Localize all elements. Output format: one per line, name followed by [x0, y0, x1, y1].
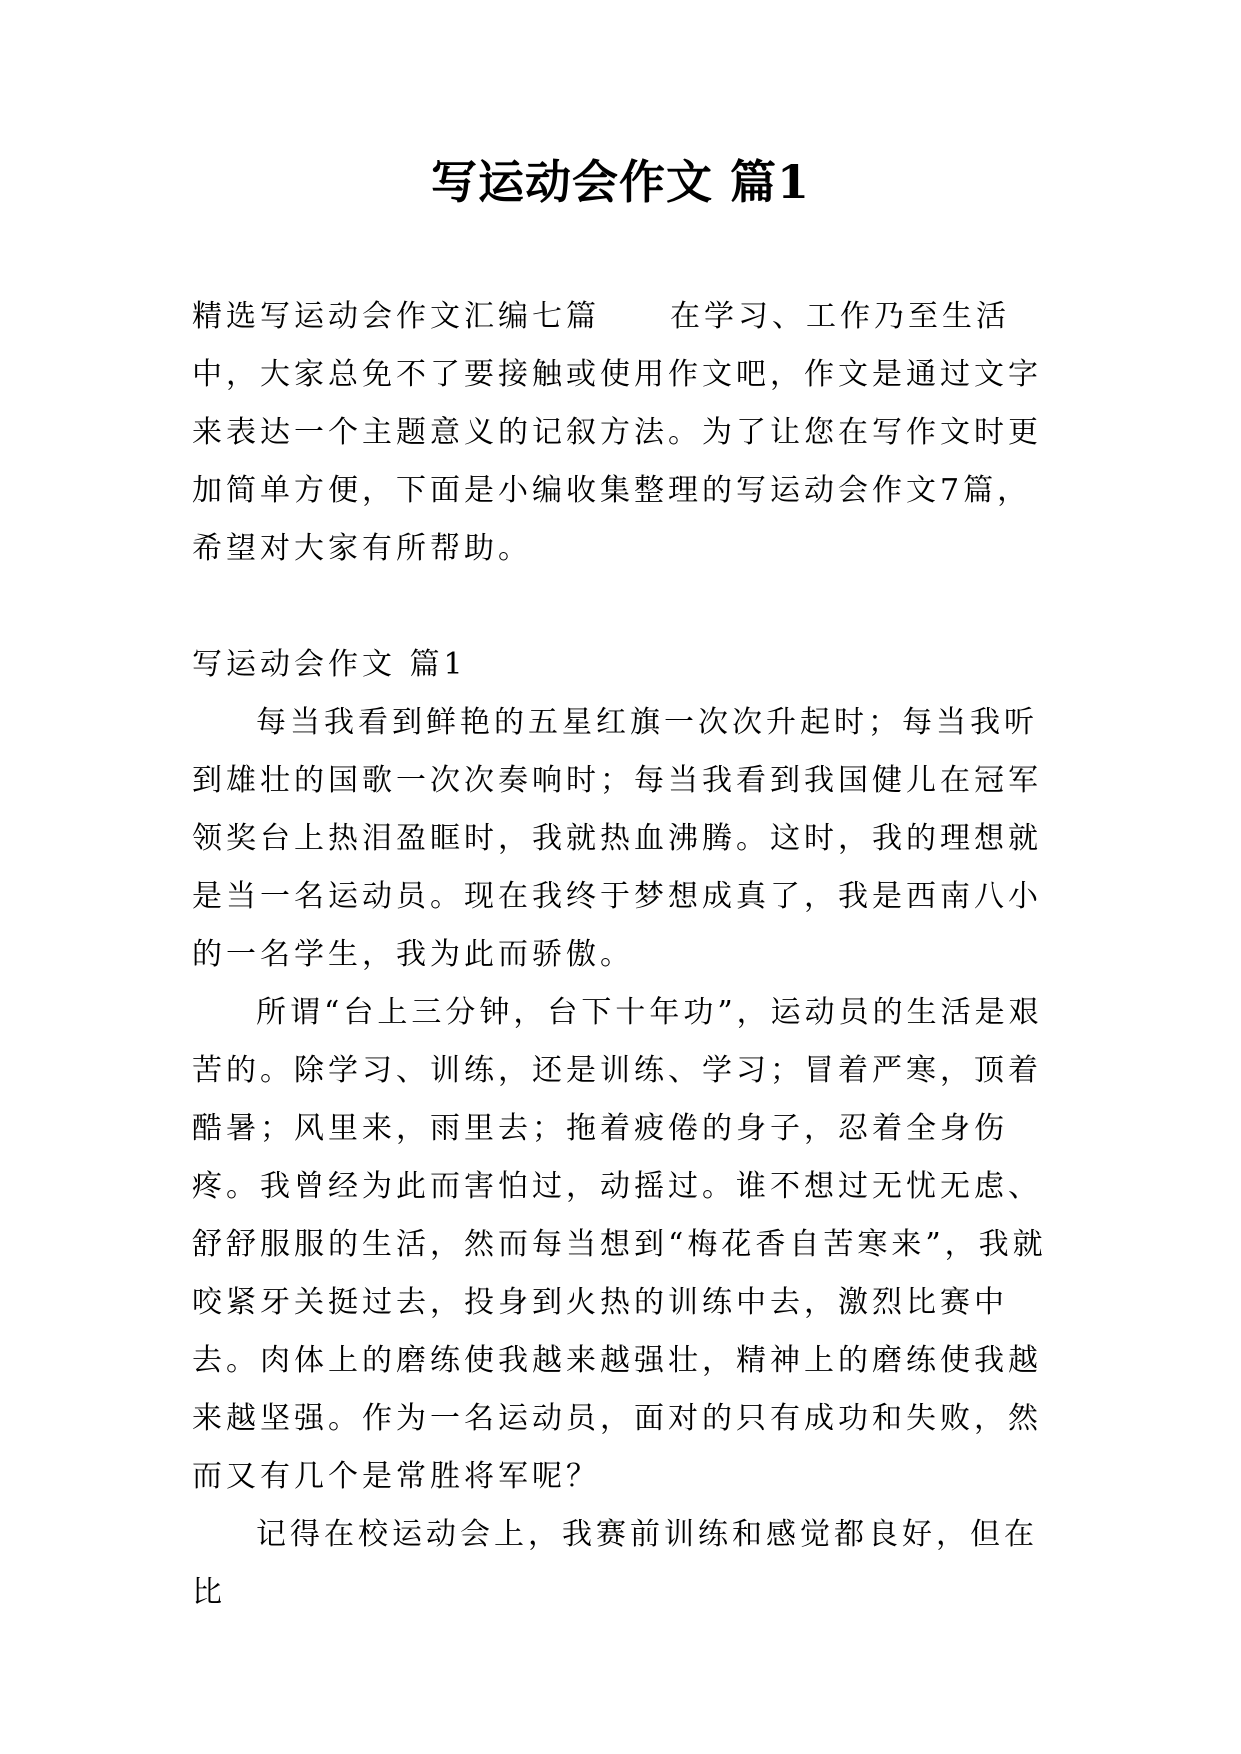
intro-lead: 精选写运动会作文汇编七篇	[192, 299, 600, 334]
document-title: 写运动会作文 篇1	[430, 155, 811, 209]
body-paragraph-2: 所谓“台上三分钟，台下十年功”，运动员的生活是艰苦的。除学习、训练，还是训练、学习；冒着严寒，顶着酷暑；风里来，雨里去；拖着疲倦的身子，忍着全身伤疼。我曾经为此而害怕过，动摇过。谁不想过无忧无虑、舒舒服服的生活，然而每当想到“梅花香自苦寒来”，我就咬紧牙关挺过去，投身到火热的训练中去，激烈比赛中去。肉体上的磨练使我越来越强壮，精神上的磨练使我越来越坚强。作为一名运动员，面对的只有成功和失败，然而又有几个是常胜将军呢？	[192, 995, 1047, 1494]
body-paragraph-3: 记得在校运动会上，我赛前训练和感觉都良好，但在比	[192, 1517, 1038, 1610]
intro-text: 在学习、工作乃至生活中，大家总免不了要接触或使用作文吧，作文是通过文字来表达一个主题意义的记叙方法。为了让您在写作文时更加简单方便，下面是小编收集整理的写运动会作文7篇，希望对大家有所帮助。	[192, 299, 1042, 566]
section-heading: 写运动会作文 篇1	[192, 647, 467, 682]
intro-paragraph	[192, 288, 1052, 578]
document-body	[192, 288, 1052, 1622]
body-paragraph-1: 每当我看到鲜艳的五星红旗一次次升起时；每当我听到雄壮的国歌一次次奏响时；每当我看到我国健儿在冠军领奖台上热泪盈眶时，我就热血沸腾。这时，我的理想就是当一名运动员。现在我终于梦想成真了，我是西南八小的一名学生，我为此而骄傲。	[192, 705, 1042, 972]
